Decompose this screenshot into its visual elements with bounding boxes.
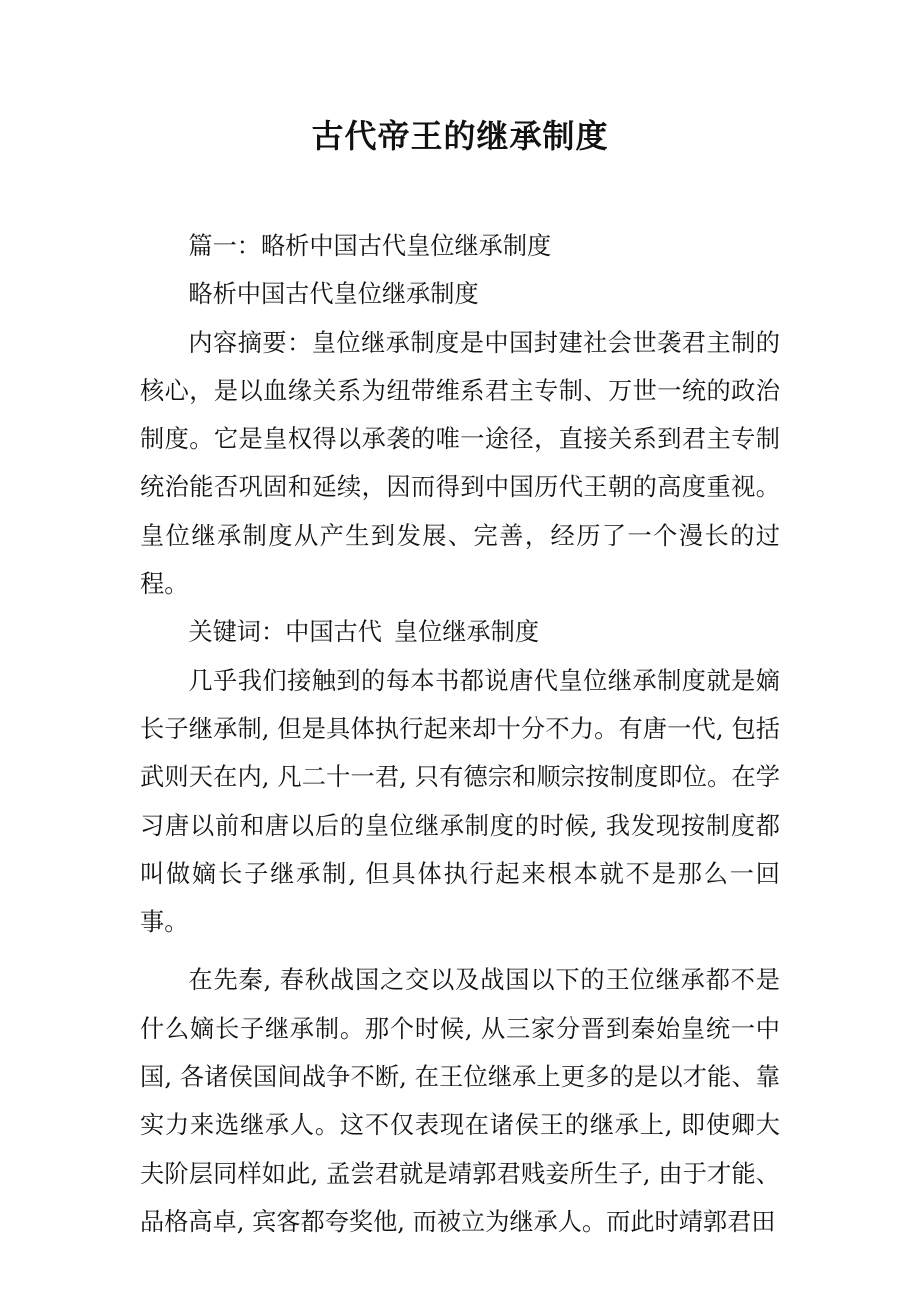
abstract-label: 内容摘要： (188, 328, 312, 357)
keyword-item: 中国古代 (285, 618, 382, 647)
body-paragraph: 几乎我们接触到的每本书都说唐代皇位继承制度就是嫡长子继承制, 但是具体执行起来却十分不力。有唐一代, 包括武则天在内, 凡二十一君, 只有德宗和顺宗按制度即位。在学习唐以前和唐以后的皇位继承制度的时候, 我发现按制度都叫做嫡长子继承制, 但具体执行起来根本就不是那么一回事。 (140, 666, 780, 937)
keywords-line (140, 608, 780, 656)
abstract-text: 皇位继承制度是中国封建社会世袭君主制的核心，是以血缘关系为纽带维系君主专制、万世一统的政治制度。它是皇权得以承袭的唯一途径，直接关系到君主专制统治能否巩固和延续，因而得到中国历代王朝的高度重视。皇位继承制度从产生到发展、完善，经历了一个漫长的过程。 (140, 328, 780, 599)
keywords-label: 关键词： (188, 618, 286, 647)
body-paragraph: 在先秦, 春秋战国之交以及战国以下的王位继承都不是什么嫡长子继承制。那个时候, 从三家分晋到秦始皇统一中国, 各诸侯国间战争不断, 在王位继承上更多的是以才能、靠实力来选继承人。这不仅表现在诸侯王的继承上, 即使卿大夫阶层同样如此, 孟尝君就是靖郭君贱妾所生子, 由于才能、品格高卓, 宾客都夸奖他, 而被立为继承人。而此时靖郭君田 (140, 966, 780, 1236)
document-body (140, 222, 780, 1246)
section-heading: 篇一：略析中国古代皇位继承制度 (188, 232, 552, 260)
abstract-paragraph (140, 319, 780, 609)
article-title: 略析中国古代皇位继承制度 (188, 280, 479, 309)
keyword-item: 皇位继承制度 (393, 618, 540, 647)
document-title: 古代帝王的继承制度 (311, 117, 609, 155)
